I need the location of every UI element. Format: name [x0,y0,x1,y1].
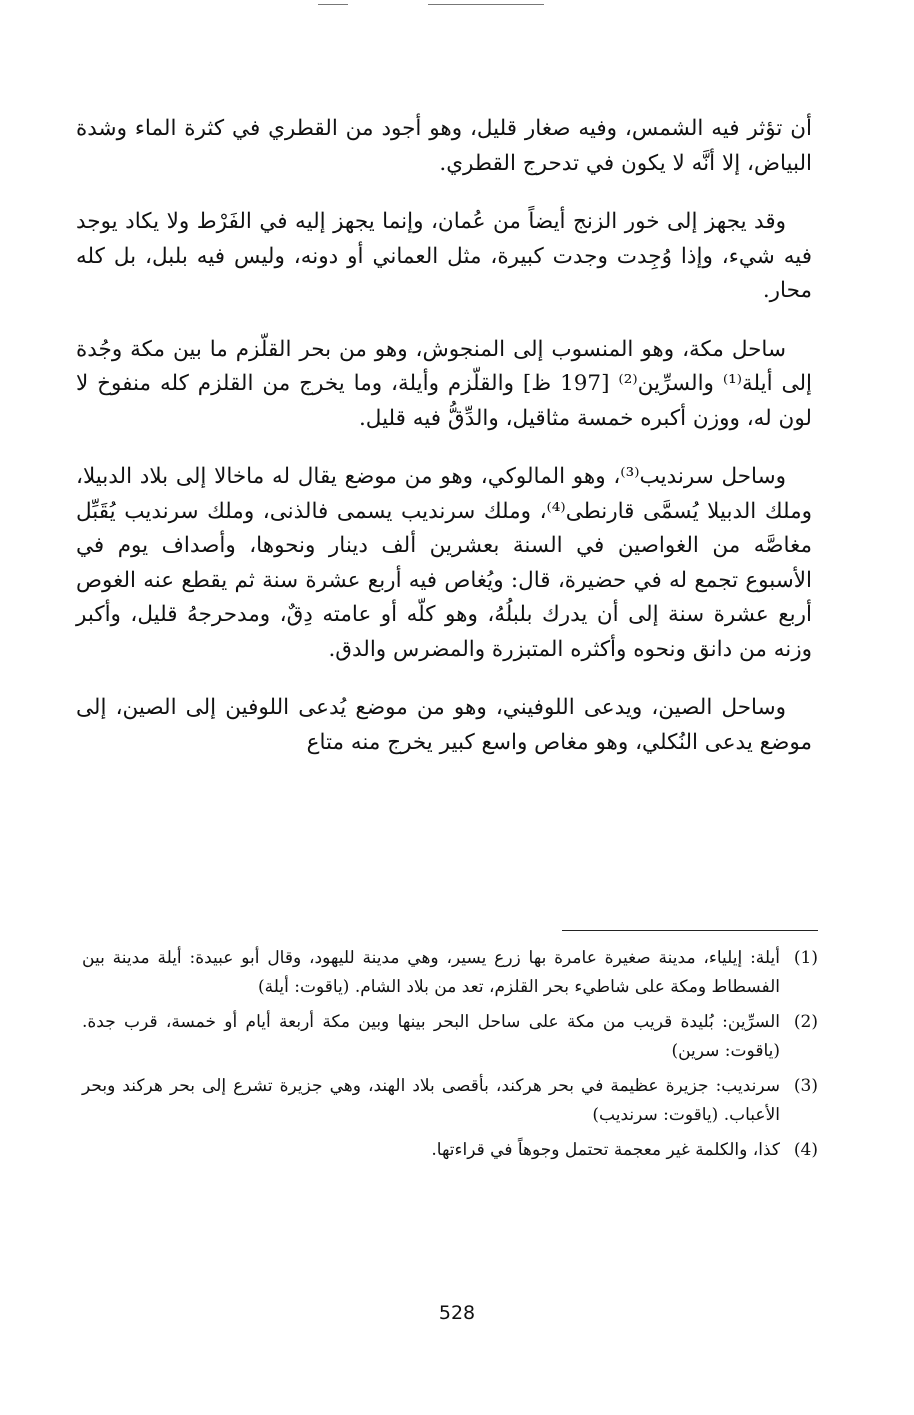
paragraph: وساحل الصين، ويدعى اللوفيني، وهو من موضع يُدعى اللوفين إلى الصين، إلى موضع يدعى النُكلي، وهو مغاص واسع كبير يخرج منه متاع [76,695,812,755]
footnote-divider [562,930,818,931]
footnote-number: (1) [793,948,818,968]
footnote [82,1136,818,1165]
footnote [82,1008,818,1066]
paragraph: وقد يجهز إلى خور الزنج أيضاً من عُمان، وإنما يجهز إليه في الفَرْط ولا يكاد يوجد فيه شيء، وإذا وُجِدت وجدت كبيرة، مثل العماني أو دونه، وليس فيه بلبل، بل كله محار. [76,209,812,303]
paragraph: وساحل سرنديب⁽³⁾، وهو المالوكي، وهو من موضع يقال له ماخالا إلى بلاد الدبيلا، وملك الدبيلا يُسمَّى قارنطى⁽⁴⁾، وملك سرنديب يسمى فالذنى، وملك سرنديب يُقَبِّل مغاصَّه من الغواصين في السنة بعشرين ألف دينار ونحوها، وأصداف يوم في الأسبوع تجمع له في حضيرة، قال: ويُغاص فيه أربع عشرة سنة ثم يقطع عنه الغوص أربع عشرة سنة إلى أن يدرك بلبلُهُ، وهو كلّه أو عامته دِقٌ، ومدحرجهُ قليل، وأكبر وزنه من دانق ونحوه وأكثره المتبزرة والمضرس والدق. [76,464,812,662]
footnote-number: (3) [793,1076,818,1096]
footnote-number: (2) [793,1012,818,1032]
footnote-text: السرِّين: بُليدة قريب من مكة على ساحل البحر بينها وبين مكة أربعة أيام أو خمسة، قرب جدة. (ياقوت: سرين) [82,1012,780,1061]
header-rule-left [318,4,348,5]
paragraph: ساحل مكة، وهو المنسوب إلى المنجوش، وهو من بحر القلّزم ما بين مكة وجُدة إلى أيلة⁽¹⁾ والسرِّين⁽²⁾ [197 ظ] والقلّزم وأيلة، وما يخرج من القلزم كله منفوخ لا لون له، ووزن أكبره خمسة مثاقيل، والدِّقُّ فيه قليل. [76,336,812,431]
footnote-text: أيلة: إيلياء، مدينة صغيرة عامرة بها زرع يسير، وهي مدينة لليهود، وقال أبو عبيدة: أيلة مدينة بين الفسطاط ومكة على شاطيء بحر القلزم، تعد من بلاد الشام. (ياقوت: أيلة) [82,948,780,997]
footnote [82,1072,818,1130]
header-rule-right [428,4,544,5]
paragraph: أن تؤثر فيه الشمس، وفيه صغار قليل، وهو أجود من القطري في كثرة الماء وشدة البياض، إلا أنَّه لا يكون في تدحرج القطري. [76,116,812,176]
footnotes [82,944,818,1171]
footnote-text: كذا، والكلمة غير معجمة تحتمل وجوهاً في قراءتها. [431,1140,780,1160]
footnote [82,944,818,1002]
footnote-number: (4) [793,1140,818,1160]
page-number: 528 [438,1302,476,1324]
main-text [76,112,812,784]
footnote-text: سرنديب: جزيرة عظيمة في بحر هركند، بأقصى بلاد الهند، وهي جزيرة تشرع إلى بحر هركند وبحر الأعباب. (ياقوت: سرنديب) [82,1076,780,1125]
